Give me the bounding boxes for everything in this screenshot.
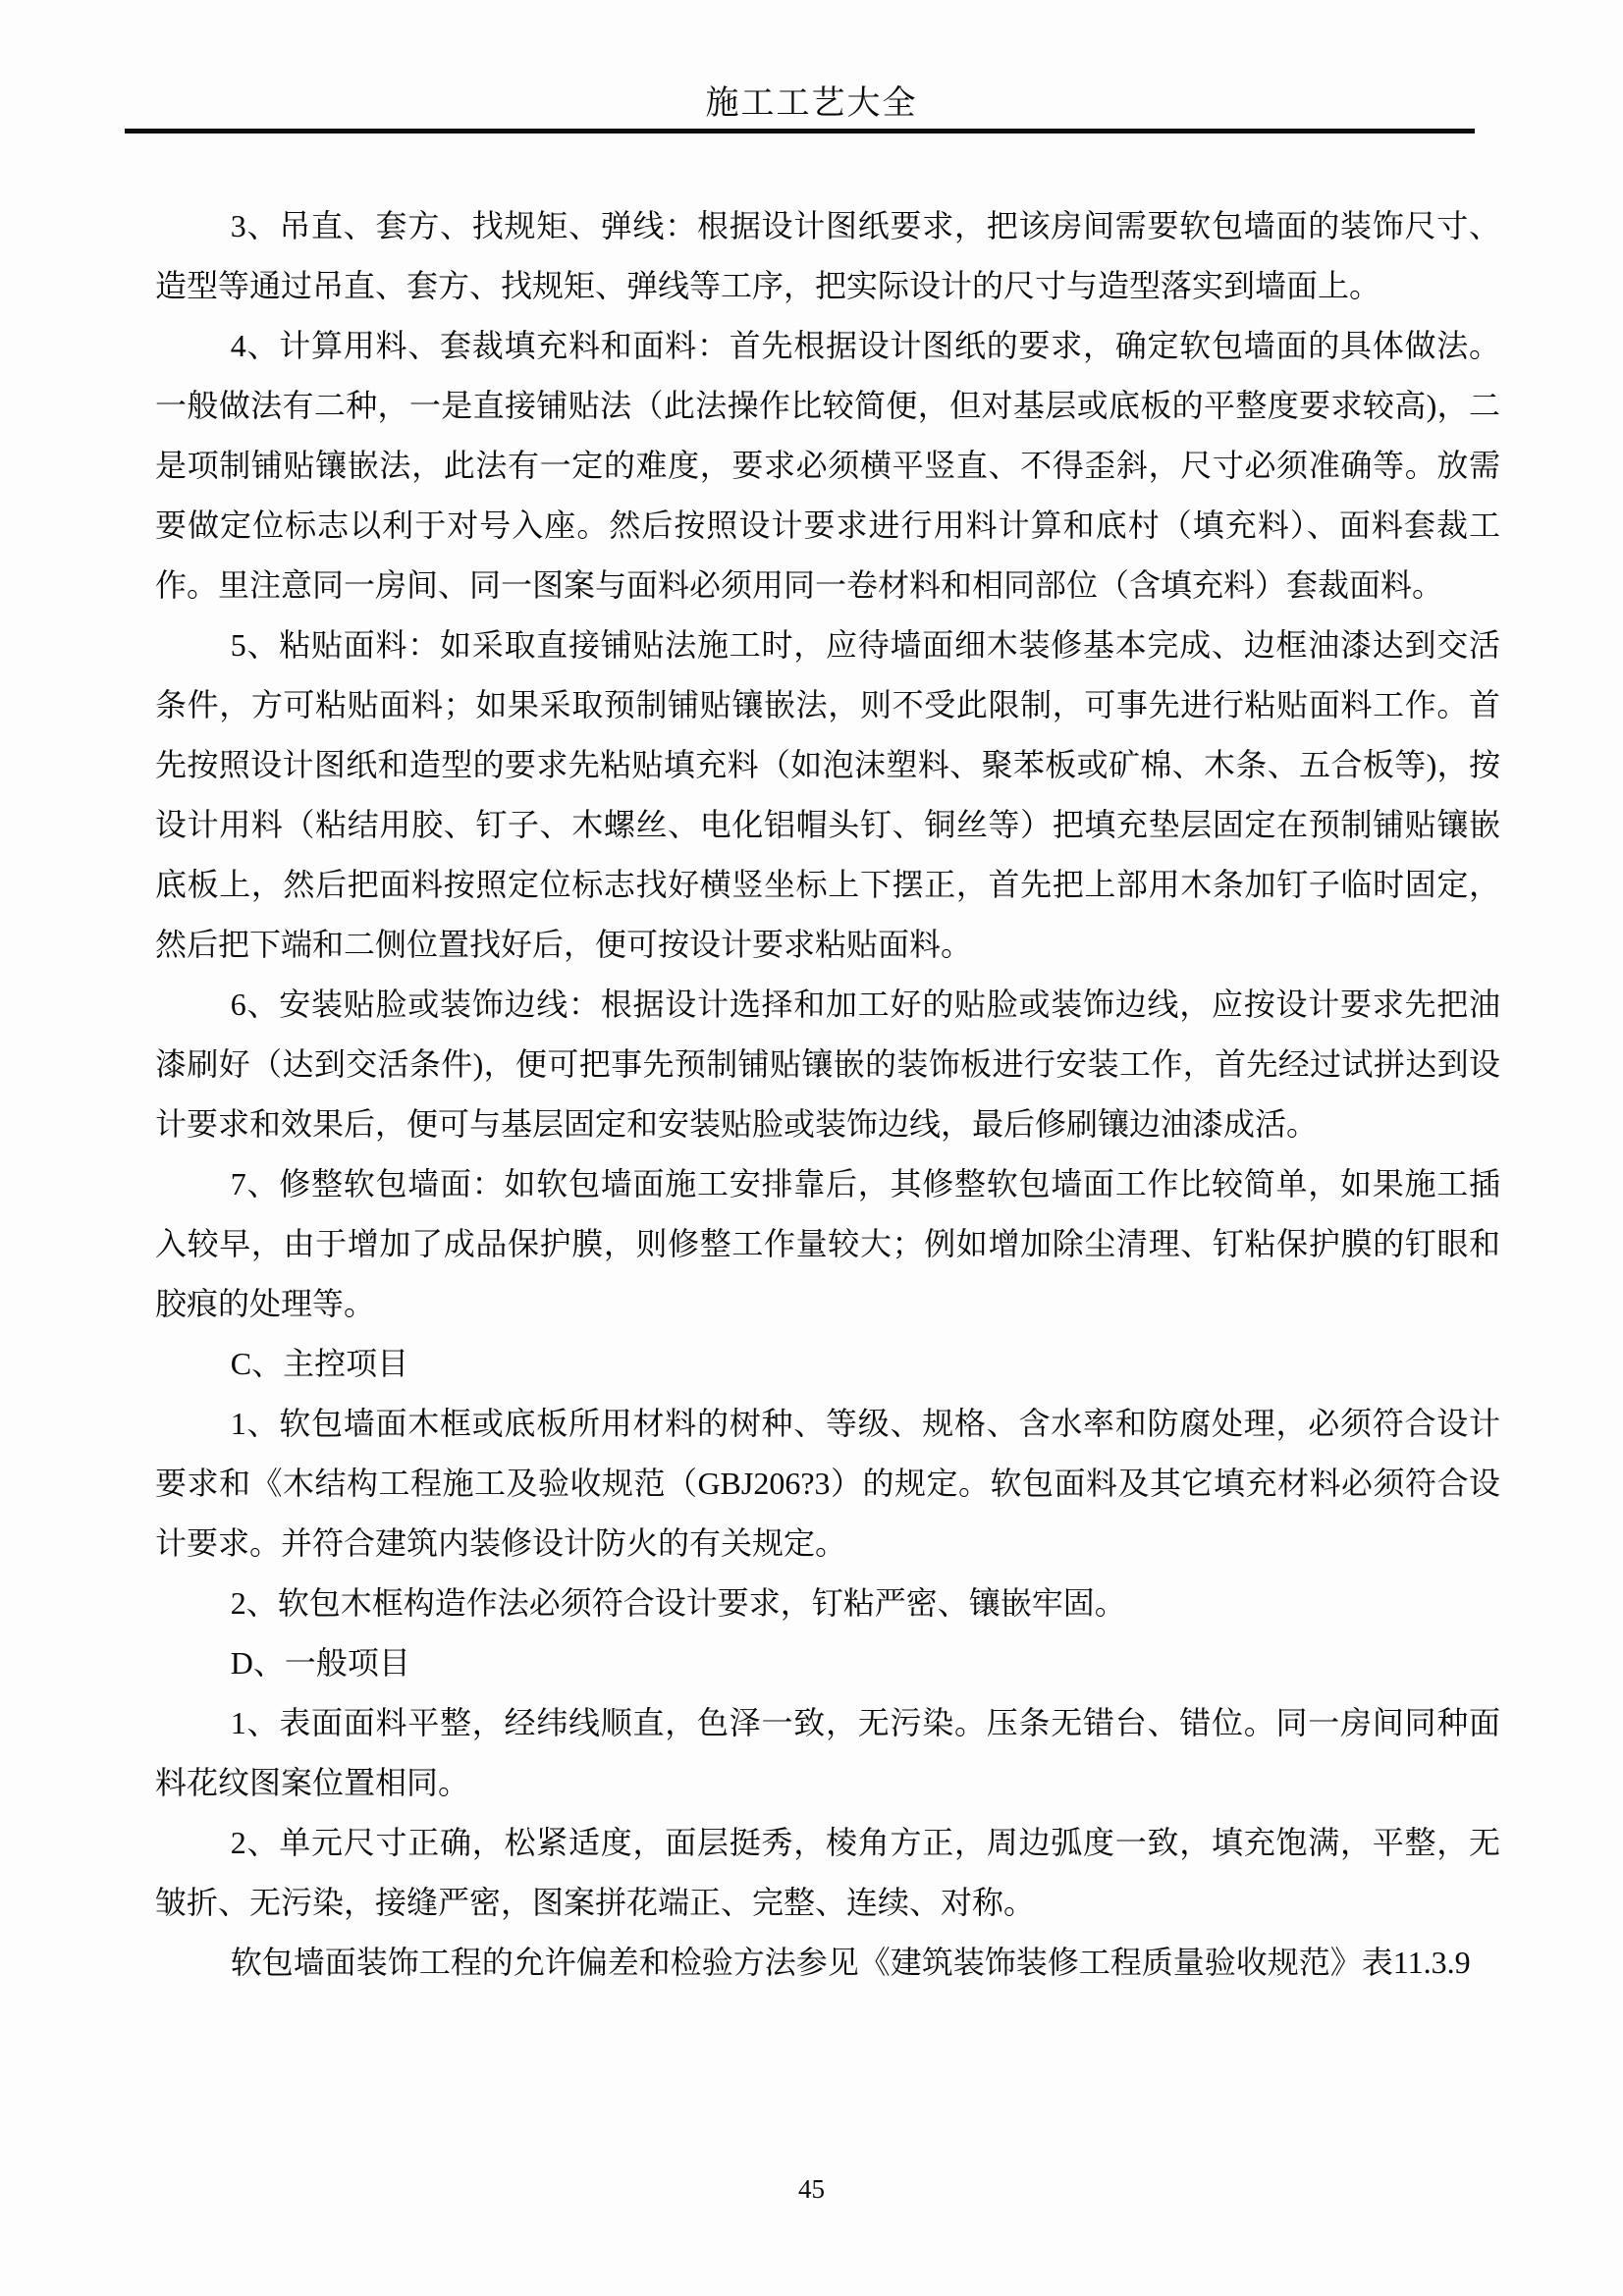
page-title: 施工工艺大全 bbox=[705, 85, 918, 122]
paragraph: 1、表面面料平整，经纬线顺直，色泽一致，无污染。压条无错台、错位。同一房间同种面料花纹图案位置相同。 bbox=[155, 1705, 1500, 1800]
paragraph: 7、修整软包墙面：如软包墙面施工安排靠后，其修整软包墙面工作比较简单，如果施工插入较早，由于增加了成品保护膜，则修整工作量较大；例如增加除尘清理、钉粘保护膜的钉眼和胶痕的处理等。 bbox=[155, 1166, 1500, 1321]
paragraph: 3、吊直、套方、找规矩、弹线：根据设计图纸要求，把该房间需要软包墙面的装饰尺寸、造型等通过吊直、套方、找规矩、弹线等工序，把实际设计的尺寸与造型落实到墙面上。 bbox=[155, 208, 1500, 303]
document-body bbox=[155, 196, 1500, 1993]
paragraph: 2、单元尺寸正确，松紧适度，面层挺秀，棱角方正，周边弧度一致，填充饱满，平整，无皱折、无污染，接缝严密，图案拼花端正、完整、连续、对称。 bbox=[155, 1825, 1500, 1920]
paragraph: 软包墙面装饰工程的允许偏差和检验方法参见《建筑装饰装修工程质量验收规范》表11.3.9 bbox=[230, 1945, 1471, 1980]
header-rule-divider bbox=[125, 129, 1475, 133]
paragraph: 6、安装贴脸或装饰边线：根据设计选择和加工好的贴脸或装饰边线，应按设计要求先把油漆刷好（达到交活条件)，便可把事先预制铺贴镶嵌的装饰板进行安装工作，首先经过试拼达到设计要求和效果后，便可与基层固定和安装贴脸或装饰边线，最后修刷镶边油漆成活。 bbox=[155, 987, 1500, 1142]
paragraph: 5、粘贴面料：如采取直接铺贴法施工时，应待墙面细木装修基本完成、边框油漆达到交活条件，方可粘贴面料；如果采取预制铺贴镶嵌法，则不受此限制，可事先进行粘贴面料工作。首先按照设计图纸和造型的要求先粘贴填充料（如泡沫塑料、聚苯板或矿棉、木条、五合板等)，按设计用料（粘结用胶、钉子、木螺丝、电化铝帽头钉、铜丝等）把填充垫层固定在预制铺贴镶嵌底板上，然后把面料按照定位标志找好横竖坐标上下摆正，首先把上部用木条加钉子临时固定，然后把下端和二侧位置找好后，便可按设计要求粘贴面料。 bbox=[155, 627, 1500, 962]
paragraph-section-heading: D、一般项目 bbox=[230, 1645, 410, 1681]
paragraph: 4、计算用料、套裁填充料和面料：首先根据设计图纸的要求，确定软包墙面的具体做法。一般做法有二种，一是直接铺贴法（此法操作比较简便，但对基层或底板的平整度要求较高)，二是项制铺贴镶嵌法，此法有一定的难度，要求必须横平竖直、不得歪斜，尺寸必须准确等。放需要做定位标志以利于对号入座。然后按照设计要求进行用料计算和底村（填充料）、面料套裁工作。里注意同一房间、同一图案与面料必须用同一卷材料和相同部位（含填充料）套裁面料。 bbox=[155, 328, 1500, 603]
page-number: 45 bbox=[798, 2174, 825, 2204]
paragraph: 1、软包墙面木框或底板所用材料的树种、等级、规格、含水率和防腐处理，必须符合设计要求和《木结构工程施工及验收规范（GBJ206?3）的规定。软包面料及其它填充材料必须符合设计要求。并符合建筑内装修设计防火的有关规定。 bbox=[155, 1406, 1500, 1561]
paragraph-section-heading: C、主控项目 bbox=[230, 1346, 409, 1381]
paragraph: 2、软包木框构造作法必须符合设计要求，钉粘严密、镶嵌牢固。 bbox=[230, 1585, 1126, 1621]
page-footer bbox=[0, 2171, 1623, 2207]
